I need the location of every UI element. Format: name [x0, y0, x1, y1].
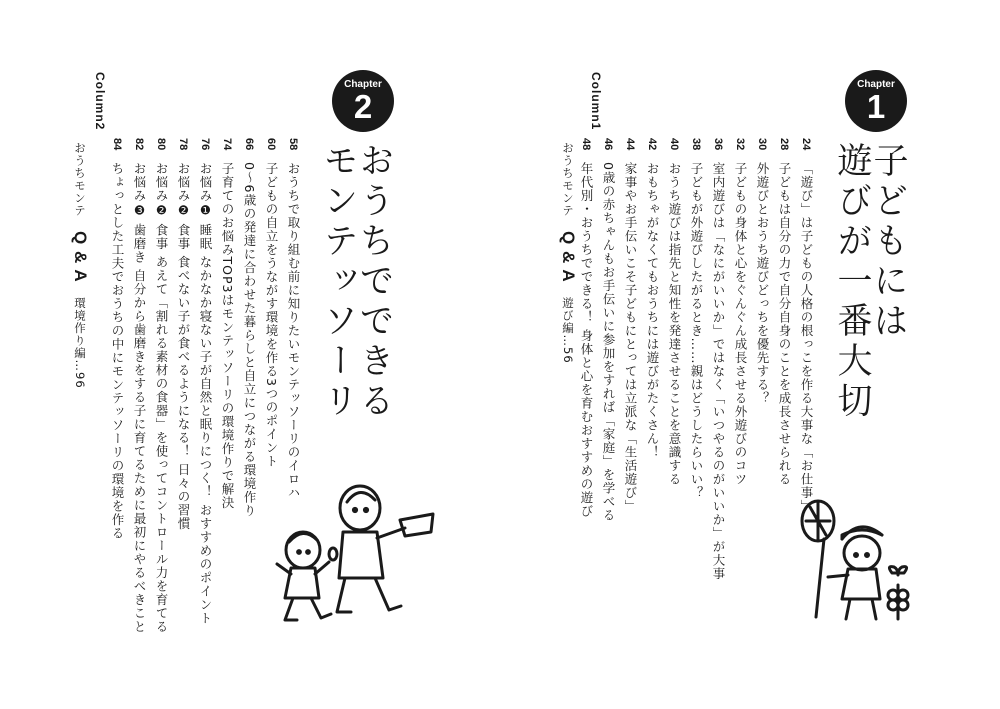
chapter-1-badge — [845, 70, 907, 132]
toc-entry[interactable] — [285, 138, 301, 500]
toc-entry[interactable] — [776, 138, 792, 486]
column-2-subtitle: おうちモンテ — [73, 142, 87, 217]
toc-entry-text: 外遊びとおうち遊びどっちを優先する？ — [755, 162, 770, 406]
column-2-tail: 環境作り編…96 — [73, 296, 87, 389]
column-1-heading: Column1 — [589, 72, 603, 131]
toc-entry-text: 0歳の赤ちゃんもお手伝いに参加をすれば「家庭」を学べる — [601, 162, 616, 523]
column-2-subtitle-block[interactable] — [72, 142, 89, 388]
toc-entry-text: おうち遊びは指先と知性を発達させることを意識する — [667, 162, 682, 487]
toc-page-number: 76 — [199, 138, 211, 151]
toc-entry[interactable] — [600, 138, 616, 522]
toc-entry-text: ちょっとした工夫でおうちの中にモンテッソーリの環境を作る — [110, 162, 125, 541]
toc-page-number: 46 — [602, 138, 614, 151]
toc-entry-text: おもちゃがなくてもおうちには遊びがたくさん！ — [645, 162, 660, 460]
toc-entry[interactable] — [666, 138, 682, 486]
toc-page-number: 80 — [155, 138, 167, 151]
toc-entry[interactable] — [131, 138, 147, 634]
chapter-1-title-line2: 遊びが一番大切 — [832, 142, 872, 422]
toc-entry-text: 年代別・おうちでできる！ 身体と心を育むおすすめの遊び — [579, 162, 594, 519]
toc-page-number: 42 — [646, 138, 658, 151]
toc-page-number: 66 — [243, 138, 255, 151]
toc-page-number: 30 — [756, 138, 768, 151]
toc-entry-text: お悩み❷ 食事 あえて「割れる素材の食器」を使ってコントロール力を育てる — [154, 162, 169, 634]
toc-entry-text: 子どもの自立をうながす環境を作る3つのポイント — [264, 162, 279, 469]
toc-entry-text: 子育てのお悩みTOP3はモンテッソーリの環境作りで解決 — [220, 162, 235, 510]
toc-page-number: 44 — [624, 138, 636, 151]
toc-entry-text: 子どもが外遊びしたがるとき……親はどうしたらいい？ — [689, 162, 704, 500]
toc-page-number: 40 — [668, 138, 680, 151]
toc-entry[interactable] — [688, 138, 704, 500]
toc-entry-text: おうちで取り組む前に知りたいモンテッソーリのイロハ — [286, 162, 301, 500]
toc-entry[interactable] — [109, 138, 125, 540]
toc-entry[interactable] — [153, 138, 169, 634]
toc-entry-text: 室内遊びは「なにがいいか」ではなく「いつやるのがいいか」が大事 — [711, 162, 726, 581]
toc-page-number: 36 — [712, 138, 724, 151]
chapter-2-title-line2: モンテッソーリ — [318, 142, 358, 422]
chapter-1-title-line1: 子どもには — [868, 142, 908, 342]
children-illustration — [255, 480, 455, 630]
column-2-qa: Q & A — [71, 231, 90, 283]
toc-entry[interactable] — [197, 138, 213, 625]
column-1-subtitle-block[interactable] — [560, 142, 577, 363]
column-2-block[interactable] — [92, 72, 108, 130]
chapter-2-title-line1: おうちでできる — [354, 142, 394, 422]
toc-entry[interactable] — [263, 138, 279, 468]
toc-page-number: 24 — [800, 138, 812, 151]
toc-page-number: 32 — [734, 138, 746, 151]
toc-entry[interactable] — [622, 138, 638, 513]
toc-page-number: 84 — [111, 138, 123, 151]
toc-entry[interactable] — [219, 138, 235, 510]
toc-entry[interactable] — [798, 138, 814, 513]
toc-entry-text: お悩み❷ 食事 食べない子が食べるようになる！ 日々の習慣 — [176, 162, 191, 531]
chapter-2-badge-label: Chapter — [344, 79, 382, 90]
toc-page-number: 48 — [580, 138, 592, 151]
toc-page-number: 28 — [778, 138, 790, 151]
column-2-heading: Column2 — [93, 72, 107, 131]
toc-entry-text: 子どもは自分の力で自分自身のことを成長させられる — [777, 162, 792, 487]
toc-entry[interactable] — [241, 138, 257, 518]
toc-entry[interactable] — [578, 138, 594, 518]
toc-entry-text: 0～6歳の発達に合わせた暮らしと自立につながる環境作り — [242, 162, 257, 518]
toc-entry[interactable] — [754, 138, 770, 405]
toc-page-number: 78 — [177, 138, 189, 151]
toc-entry[interactable] — [644, 138, 660, 459]
column-1-subtitle: おうちモンテ — [561, 142, 575, 217]
chapter-1-badge-number: 1 — [866, 88, 886, 125]
toc-page-number: 82 — [133, 138, 145, 151]
toc-entry-text: お悩み❸ 歯磨き 自分から歯磨きをする子に育てるために最初にやるべきこと — [132, 162, 147, 634]
toc-entry-text: お悩み❶ 睡眠 なかなか寝ない子が自然と眠りにつく！ おすすめのポイント — [198, 162, 213, 626]
toc-page-number: 38 — [690, 138, 702, 151]
toc-entry-text: 家事やお手伝いこそ子どもにとっては立派な「生活遊び」 — [623, 162, 638, 514]
toc-entry[interactable] — [710, 138, 726, 581]
chapter-2-badge-number: 2 — [353, 88, 373, 125]
toc-page-number: 74 — [221, 138, 233, 151]
chapter-2-badge — [332, 70, 394, 132]
column-1-qa: Q & A — [559, 231, 578, 283]
toc-entry-text: 子どもの身体と心をぐんぐん成長させる外遊びのコツ — [733, 162, 748, 487]
column-1-tail: 遊び編…56 — [561, 296, 575, 364]
chapter-1-badge-label: Chapter — [857, 79, 895, 90]
toc-page-number: 58 — [287, 138, 299, 151]
column-1-block[interactable] — [588, 72, 604, 130]
toc-page-number: 60 — [265, 138, 277, 151]
toc-entry[interactable] — [732, 138, 748, 486]
child-with-net-illustration — [790, 495, 910, 625]
toc-entry[interactable] — [175, 138, 191, 531]
toc-entry-text: 「遊び」は子どもの人格の根っこを作る大事な「お仕事」 — [799, 162, 814, 514]
